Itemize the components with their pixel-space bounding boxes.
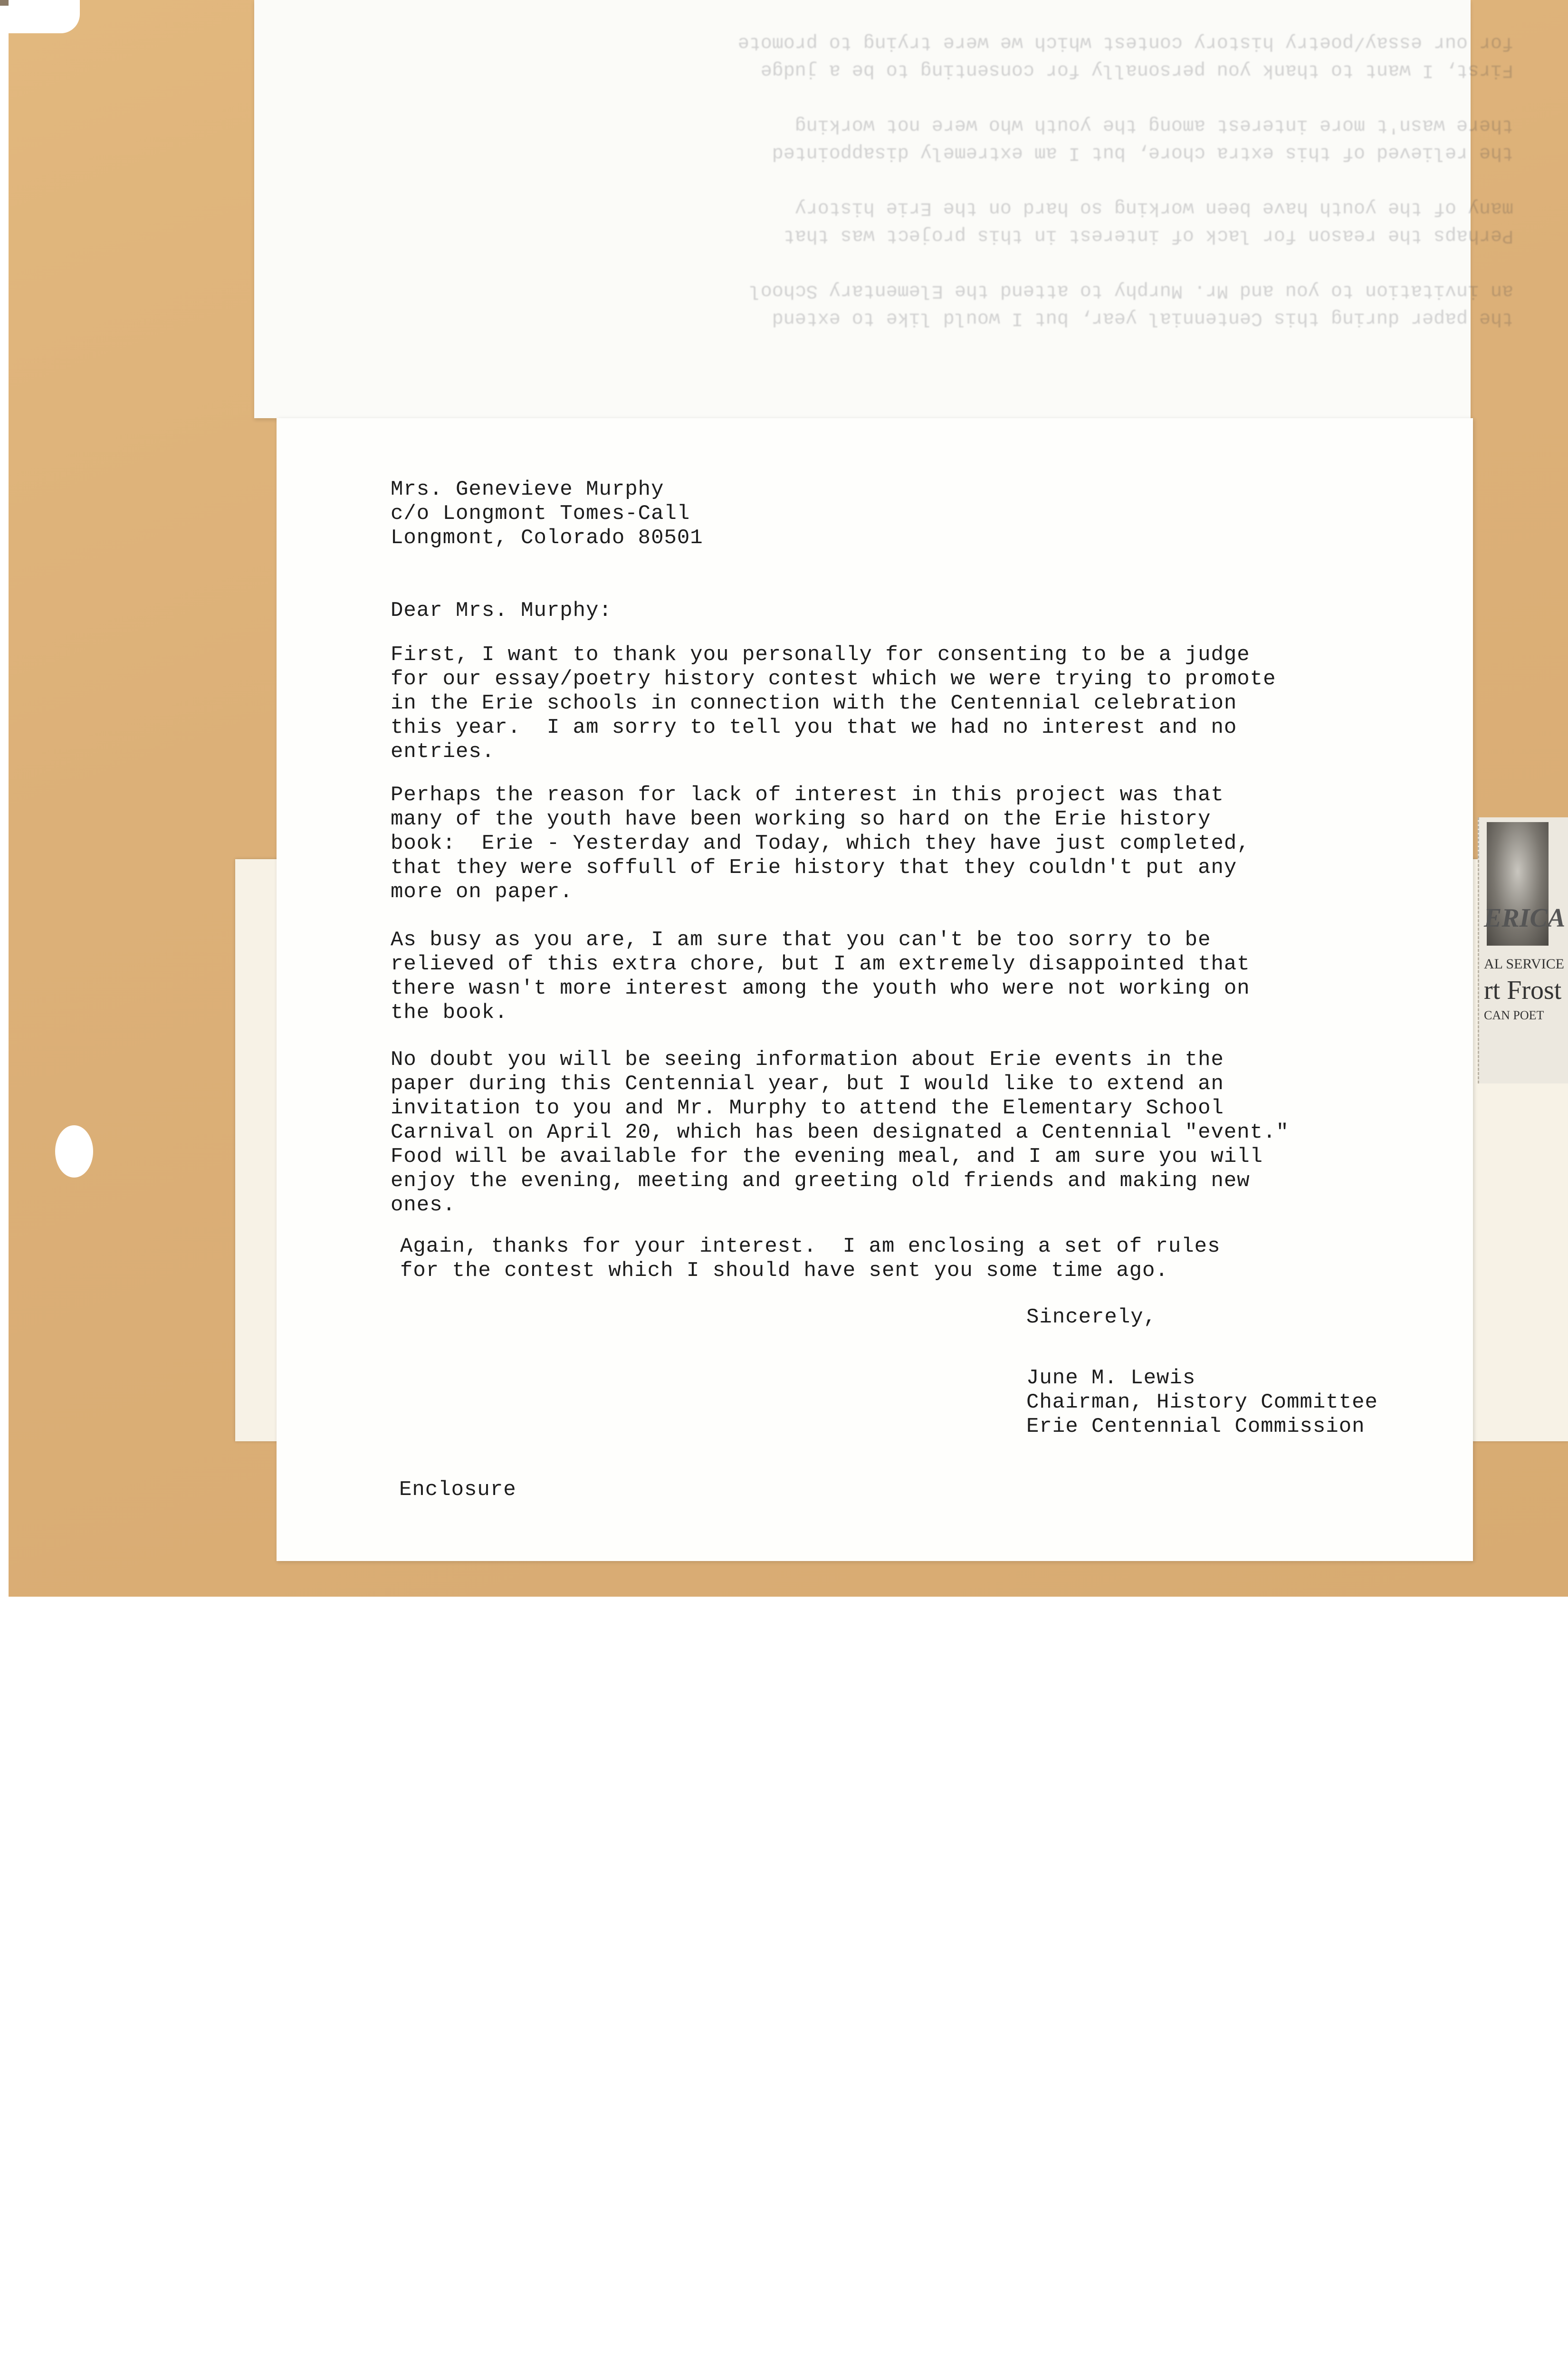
corner-fold <box>9 0 80 33</box>
body-paragraph: Again, thanks for your interest. I am enclosing a set of rules for the contest which I should have sent you some time ago. <box>400 1235 1221 1283</box>
body-paragraph: No doubt you will be seeing information about Erie events in the paper during this Centennial year, but I would like to extend an invitation to you and Mr. Murphy to attend the Elementary School Carnival on April 20, which has been designated a Centennial "event." Food will be available for the evening meal, and I am sure you will enjoy the evening, meeting and greeting old friends and making new ones. <box>391 1048 1289 1217</box>
stamp-subtitle: CAN POET <box>1484 1008 1544 1022</box>
letter-sheet <box>277 418 1473 1561</box>
signer-organization: Erie Centennial Commission <box>1026 1415 1365 1438</box>
signature-block <box>1026 1366 1378 1439</box>
stamp-service-label: AL SERVICE <box>1484 956 1564 972</box>
body-paragraph: First, I want to thank you personally for consenting to be a judge for our essay/poetry history contest which we were trying to promote in the Erie schools in connection with the Centennial celebration this year. I am sorry to tell you that we had no interest and no entries. <box>391 643 1276 764</box>
postage-stamp <box>1478 817 1568 1083</box>
carbon-copy-sheet <box>254 0 1513 418</box>
salutation: Dear Mrs. Murphy: <box>391 599 612 623</box>
complimentary-close: Sincerely, <box>1026 1305 1157 1329</box>
stamp-name: rt Frost <box>1484 976 1562 1005</box>
enclosure-notation: Enclosure <box>399 1478 516 1502</box>
body-paragraph: As busy as you are, I am sure that you can't be too sorry to be relieved of this extra chore, but I am extremely disappointed that there wasn't more interest among the youth who were not working on the book. <box>391 928 1250 1025</box>
stamp-title: ERICA <box>1484 903 1566 933</box>
address-line: Mrs. Genevieve Murphy <box>391 478 664 501</box>
address-line: c/o Longmont Tomes-Call <box>391 502 690 526</box>
signer-title: Chairman, History Committee <box>1026 1390 1378 1414</box>
signer-name: June M. Lewis <box>1026 1366 1196 1390</box>
recipient-address <box>391 478 703 550</box>
body-paragraph: Perhaps the reason for lack of interest in this project was that many of the youth have been working so hard on the Erie history book: Erie - Yesterday and Today, which they have just completed, that they were soffull of Erie history that they couldn't put any more on paper. <box>391 783 1250 904</box>
address-line: Longmont, Colorado 80501 <box>391 526 703 550</box>
bleed-through-text: the paper during this Centennial year, but I would like to extend an invitation to you and Mr. Murphy to attend the Elementary School Perhaps the reason for lack of interest in this project was that many of the youth have been working so hard on the Erie history the relieved of this extra chore, but I am extremely disappointed there wasn't more interest among the youth who were not working First, I want to thank you personally for consenting to be a judge for our essay/poetry history contest which we were trying to promote <box>737 32 1513 329</box>
punch-hole <box>55 1125 93 1178</box>
